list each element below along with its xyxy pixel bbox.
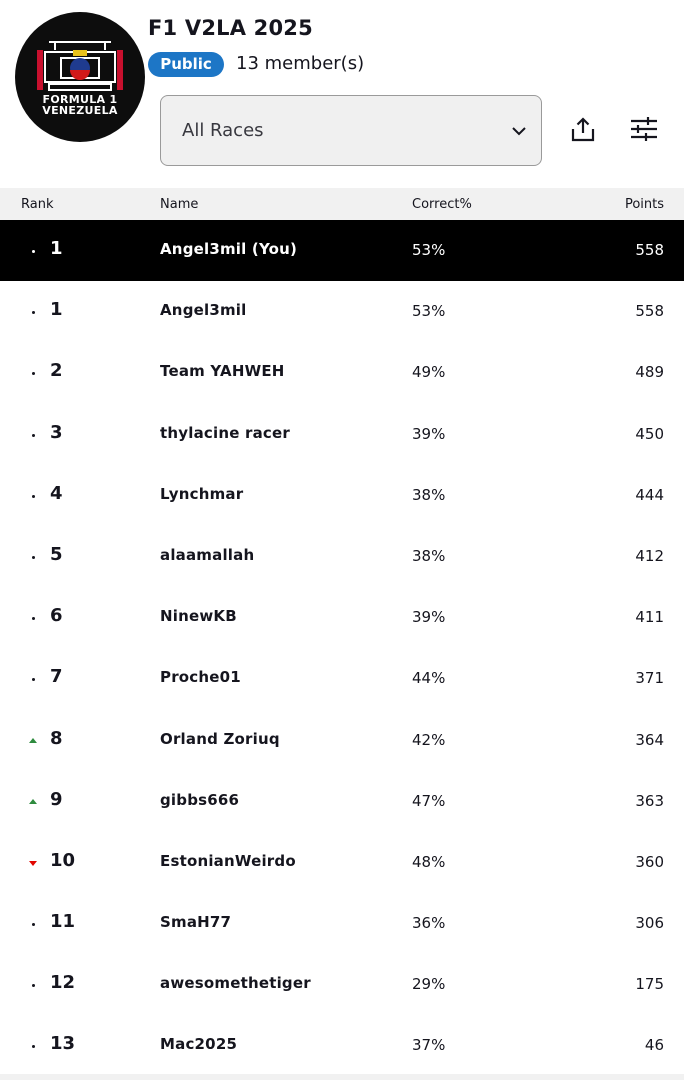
leaderboard-list: [0, 220, 684, 1077]
logo-line-1: FORMULA 1: [42, 93, 118, 106]
share-icon: [567, 113, 599, 145]
points-value: 450: [635, 424, 664, 443]
player-name: EstonianWeirdo: [160, 851, 296, 870]
player-name: awesomethetiger: [160, 974, 311, 993]
table-row[interactable]: [0, 648, 684, 709]
rank-value: 2: [50, 360, 63, 382]
visibility-badge: Public: [148, 52, 224, 77]
correct-percent: 49%: [412, 363, 446, 382]
correct-percent: 53%: [412, 302, 446, 321]
player-name: Team YAHWEH: [160, 362, 285, 381]
table-row[interactable]: [0, 342, 684, 403]
rank-value: 10: [50, 849, 76, 871]
table-row[interactable]: [0, 281, 684, 342]
current-user-row[interactable]: [0, 220, 684, 281]
table-row[interactable]: [0, 710, 684, 771]
rank-value: 11: [50, 911, 76, 933]
correct-percent: 44%: [412, 669, 446, 688]
rank-unchanged-icon: [28, 307, 38, 317]
car-left-wing: [37, 50, 43, 90]
points-value: 558: [635, 241, 664, 259]
race-filter-value: All Races: [182, 120, 264, 141]
correct-percent: 47%: [412, 791, 446, 810]
player-name: alaamallah: [160, 545, 255, 564]
car-right-wing: [117, 50, 123, 90]
points-value: 371: [635, 669, 664, 688]
league-header: [0, 0, 684, 186]
correct-percent: 53%: [412, 241, 446, 259]
player-name: SmaH77: [160, 913, 232, 932]
rank-value: 3: [50, 421, 63, 443]
table-row[interactable]: [0, 526, 684, 587]
rank-unchanged-icon: [28, 674, 38, 684]
rank-value: 5: [50, 543, 63, 565]
rank-unchanged-icon: [28, 368, 38, 378]
player-name: Angel3mil (You): [160, 240, 298, 258]
rank-down-icon: [28, 858, 38, 868]
bottom-divider: [0, 1074, 684, 1080]
rank-value: 1: [50, 238, 63, 259]
player-name: gibbs666: [160, 790, 240, 809]
player-name: Lynchmar: [160, 484, 244, 503]
correct-percent: 29%: [412, 975, 446, 994]
rank-unchanged-icon: [28, 613, 38, 623]
rank-unchanged-icon: [28, 919, 38, 929]
logo-line-2: VENEZUELA: [42, 104, 118, 117]
leaderboard-header: [0, 188, 684, 220]
rank-value: 7: [50, 666, 63, 688]
rank-value: 8: [50, 727, 63, 749]
points-value: 558: [635, 302, 664, 321]
rank-unchanged-icon: [28, 430, 38, 440]
league-title: F1 V2LA 2025: [148, 16, 313, 40]
correct-percent: 39%: [412, 424, 446, 443]
column-name: Name: [160, 197, 199, 212]
points-value: 306: [635, 914, 664, 933]
correct-percent: 42%: [412, 730, 446, 749]
rank-up-icon: [28, 797, 38, 807]
correct-percent: 38%: [412, 546, 446, 565]
player-name: Proche01: [160, 668, 241, 687]
column-points: Points: [624, 197, 664, 212]
column-correct: Correct%: [412, 197, 472, 212]
rank-value: 4: [50, 482, 63, 504]
race-filter-dropdown[interactable]: [160, 95, 542, 166]
table-row[interactable]: [0, 893, 684, 954]
correct-percent: 37%: [412, 1036, 446, 1055]
correct-percent: 38%: [412, 485, 446, 504]
rank-unchanged-icon: [28, 491, 38, 501]
rank-unchanged-icon: [28, 552, 38, 562]
rank-up-icon: [28, 736, 38, 746]
rank-value: 13: [50, 1033, 76, 1055]
points-value: 363: [635, 791, 664, 810]
rank-unchanged-icon: [28, 980, 38, 990]
player-name: Mac2025: [160, 1035, 238, 1054]
member-count-number: 13: [236, 53, 259, 74]
table-row[interactable]: [0, 954, 684, 1015]
table-row[interactable]: [0, 465, 684, 526]
car-logo-icon: [15, 12, 145, 142]
player-name: Angel3mil: [160, 301, 247, 320]
player-name: Orland Zoriuq: [160, 729, 280, 748]
member-count-label: member(s): [264, 53, 365, 74]
points-value: 444: [635, 485, 664, 504]
rank-value: 12: [50, 972, 76, 994]
share-button[interactable]: [567, 113, 599, 145]
correct-percent: 36%: [412, 914, 446, 933]
rank-value: 6: [50, 605, 63, 627]
points-value: 364: [635, 730, 664, 749]
member-count: [236, 53, 364, 74]
table-row[interactable]: [0, 587, 684, 648]
rank-unchanged-icon: [28, 1041, 38, 1051]
settings-button[interactable]: [628, 113, 660, 145]
player-name: thylacine racer: [160, 423, 290, 442]
player-name: NinewKB: [160, 607, 237, 626]
points-value: 175: [635, 975, 664, 994]
table-row[interactable]: [0, 404, 684, 465]
rank-unchanged-icon: [28, 246, 38, 256]
column-rank: Rank: [21, 197, 54, 212]
points-value: 360: [635, 852, 664, 871]
table-row[interactable]: [0, 832, 684, 893]
points-value: 46: [644, 1036, 664, 1055]
correct-percent: 48%: [412, 852, 446, 871]
sliders-icon: [628, 113, 660, 145]
flag-yellow: [73, 50, 87, 56]
table-row[interactable]: [0, 1015, 684, 1076]
chevron-down-icon: [511, 123, 527, 139]
correct-percent: 39%: [412, 608, 446, 627]
points-value: 489: [635, 363, 664, 382]
points-value: 411: [635, 608, 664, 627]
league-logo: [15, 12, 145, 142]
rank-value: 1: [50, 299, 63, 321]
rank-value: 9: [50, 788, 63, 810]
points-value: 412: [635, 546, 664, 565]
table-row[interactable]: [0, 771, 684, 832]
